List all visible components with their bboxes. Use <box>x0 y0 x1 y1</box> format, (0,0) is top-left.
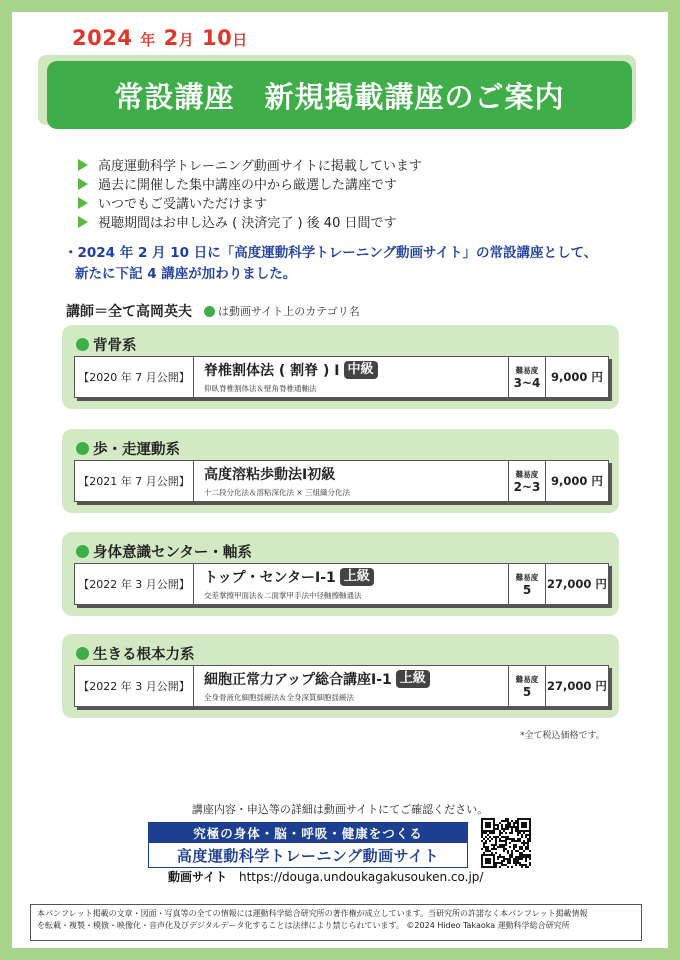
category-title <box>76 438 180 459</box>
difficulty-value: 2~3 <box>513 479 541 494</box>
course-subtitle: 全身骨液化細胞揺緩法＆全身深質細胞揺緩法 <box>204 693 354 702</box>
course-info <box>194 666 508 706</box>
announcement-line-2: 新たに下記 4 講座が加わりました。 <box>75 266 297 282</box>
detail-text: 講座内容・申込等の詳細は動画サイトにてご確認ください。 <box>191 803 489 816</box>
date-year: 2024 <box>72 26 133 50</box>
course-price: 27,000 円 <box>547 577 607 591</box>
difficulty-value: 5 <box>522 684 532 699</box>
course-price: 9,000 円 <box>551 474 603 488</box>
green-dot-icon <box>76 647 89 660</box>
site-url-line <box>168 868 483 885</box>
feature-list <box>78 155 422 231</box>
difficulty <box>508 461 546 501</box>
tax-note: *全て税込価格です。 <box>520 731 605 741</box>
feature-text: 視聴期間はお申し込み ( 決済完了 ) 後 40 日間です <box>98 216 397 231</box>
published-date: 【2021 年 7 月公開】 <box>75 461 194 501</box>
instructor-line <box>66 301 360 321</box>
category-name: 背骨系 <box>93 338 137 354</box>
difficulty-label: 難易度 <box>515 674 539 684</box>
date-day-unit: 日 <box>232 31 248 49</box>
green-dot-icon <box>76 442 89 455</box>
difficulty <box>508 564 546 604</box>
course-title <box>204 360 498 380</box>
site-banner[interactable] <box>148 822 468 868</box>
url-label: 動画サイト <box>168 870 228 884</box>
published-date: 【2022 年 3 月公開】 <box>75 666 194 706</box>
course-info <box>194 357 508 397</box>
level-badge: 上級 <box>396 670 430 688</box>
date-day: 10 <box>202 26 233 50</box>
published-date: 【2020 年 7 月公開】 <box>75 357 194 397</box>
course-info <box>194 461 508 501</box>
course-row <box>74 563 609 605</box>
feature-text: 過去に開催した集中講座の中から厳選した講座です <box>98 178 398 193</box>
green-dot-icon <box>76 545 89 558</box>
date-month: 2 <box>163 26 179 50</box>
triangle-bullet-icon <box>78 216 88 228</box>
level-badge: 中級 <box>344 361 378 379</box>
category-name: 生きる根本力系 <box>93 647 195 663</box>
site-url[interactable]: https://douga.undoukagakusouken.co.jp/ <box>239 870 484 884</box>
triangle-bullet-icon <box>78 178 88 190</box>
course-info <box>194 564 508 604</box>
title-banner: 常設講座 新規掲載講座のご案内 <box>47 61 632 129</box>
published-date: 【2022 年 3 月公開】 <box>75 564 194 604</box>
feature-item <box>78 155 422 174</box>
site-tagline: 究極の身体・脳・呼吸・健康をつくる <box>149 823 467 843</box>
difficulty-label: 難易度 <box>515 572 539 582</box>
feature-item <box>78 193 422 212</box>
difficulty <box>508 357 546 397</box>
qr-code[interactable] <box>481 818 531 868</box>
difficulty <box>508 666 546 706</box>
announcement-line-1: ・2024 年 2 月 10 日に「高度運動科学トレーニング動画サイト」の常設講座として、 <box>64 245 598 261</box>
course-subtitle: 交差掌擦甲面法＆二面掌甲手法中径軸擦軸通法 <box>204 591 362 600</box>
difficulty-label: 難易度 <box>515 365 539 375</box>
site-name: 高度運動科学トレーニング動画サイト <box>176 846 440 865</box>
category-title <box>76 334 137 355</box>
green-dot-icon <box>204 306 215 317</box>
category-block <box>62 634 619 718</box>
category-legend: は動画サイト上のカテゴリ名 <box>218 305 360 318</box>
course-row <box>74 460 609 502</box>
category-title <box>76 643 195 664</box>
date-heading <box>72 26 248 50</box>
copyright-line-2: を転載・複製・模倣・映像化・音声化及びデジタルデータ化することは法律により禁じられています。 ©2024 Hideo Takaoka 運動科学総合研究所 <box>37 921 570 930</box>
date-month-unit: 月 <box>178 31 195 49</box>
course-title-text: トップ・センターⅠ-1 <box>204 570 336 586</box>
course-title <box>204 567 498 587</box>
copyright-line-1: 本パンフレット掲載の文章・図面・写真等の全ての情報には運動科学総合研究所の著作権が成立しています。当研究所の許諾なく本パンフレット掲載情報 <box>37 909 588 918</box>
triangle-bullet-icon <box>78 159 88 171</box>
feature-item <box>78 174 422 193</box>
copyright-notice <box>30 904 642 941</box>
course-title <box>204 669 498 689</box>
course-price: 9,000 円 <box>551 370 603 384</box>
announcement <box>64 243 634 285</box>
difficulty-value: 5 <box>522 582 532 597</box>
course-subtitle: 十二段分化法＆溶粘深化法 × 三組織分化法 <box>204 488 351 497</box>
feature-item <box>78 212 422 231</box>
level-badge: 上級 <box>340 568 374 586</box>
category-title <box>76 541 252 562</box>
feature-text: いつでもご受講いただけます <box>98 197 268 212</box>
course-row <box>74 356 609 398</box>
course-title-text: 高度溶粘歩動法Ⅰ初級 <box>204 467 336 483</box>
course-price: 27,000 円 <box>547 679 607 693</box>
instructor-name: 講師＝全て高岡英夫 <box>66 304 192 320</box>
course-title-text: 脊椎割体法 ( 割脊 ) Ⅰ <box>204 363 340 379</box>
category-name: 身体意識センター・軸系 <box>93 545 252 561</box>
triangle-bullet-icon <box>78 197 88 209</box>
course-title <box>204 464 498 484</box>
category-name: 歩・走運動系 <box>93 442 180 458</box>
course-title-text: 細胞正常力アップ総合講座Ⅰ-1 <box>204 672 392 688</box>
feature-text: 高度運動科学トレーニング動画サイトに掲載しています <box>98 159 422 174</box>
green-dot-icon <box>76 338 89 351</box>
date-year-unit: 年 <box>140 31 156 49</box>
difficulty-value: 3~4 <box>513 375 541 390</box>
category-block <box>62 532 619 616</box>
category-block <box>62 325 619 409</box>
difficulty-label: 難易度 <box>515 469 539 479</box>
course-row <box>74 665 609 707</box>
category-block <box>62 429 619 513</box>
course-subtitle: 仰臥脊椎割体法＆壁角脊椎通軸法 <box>204 384 317 393</box>
